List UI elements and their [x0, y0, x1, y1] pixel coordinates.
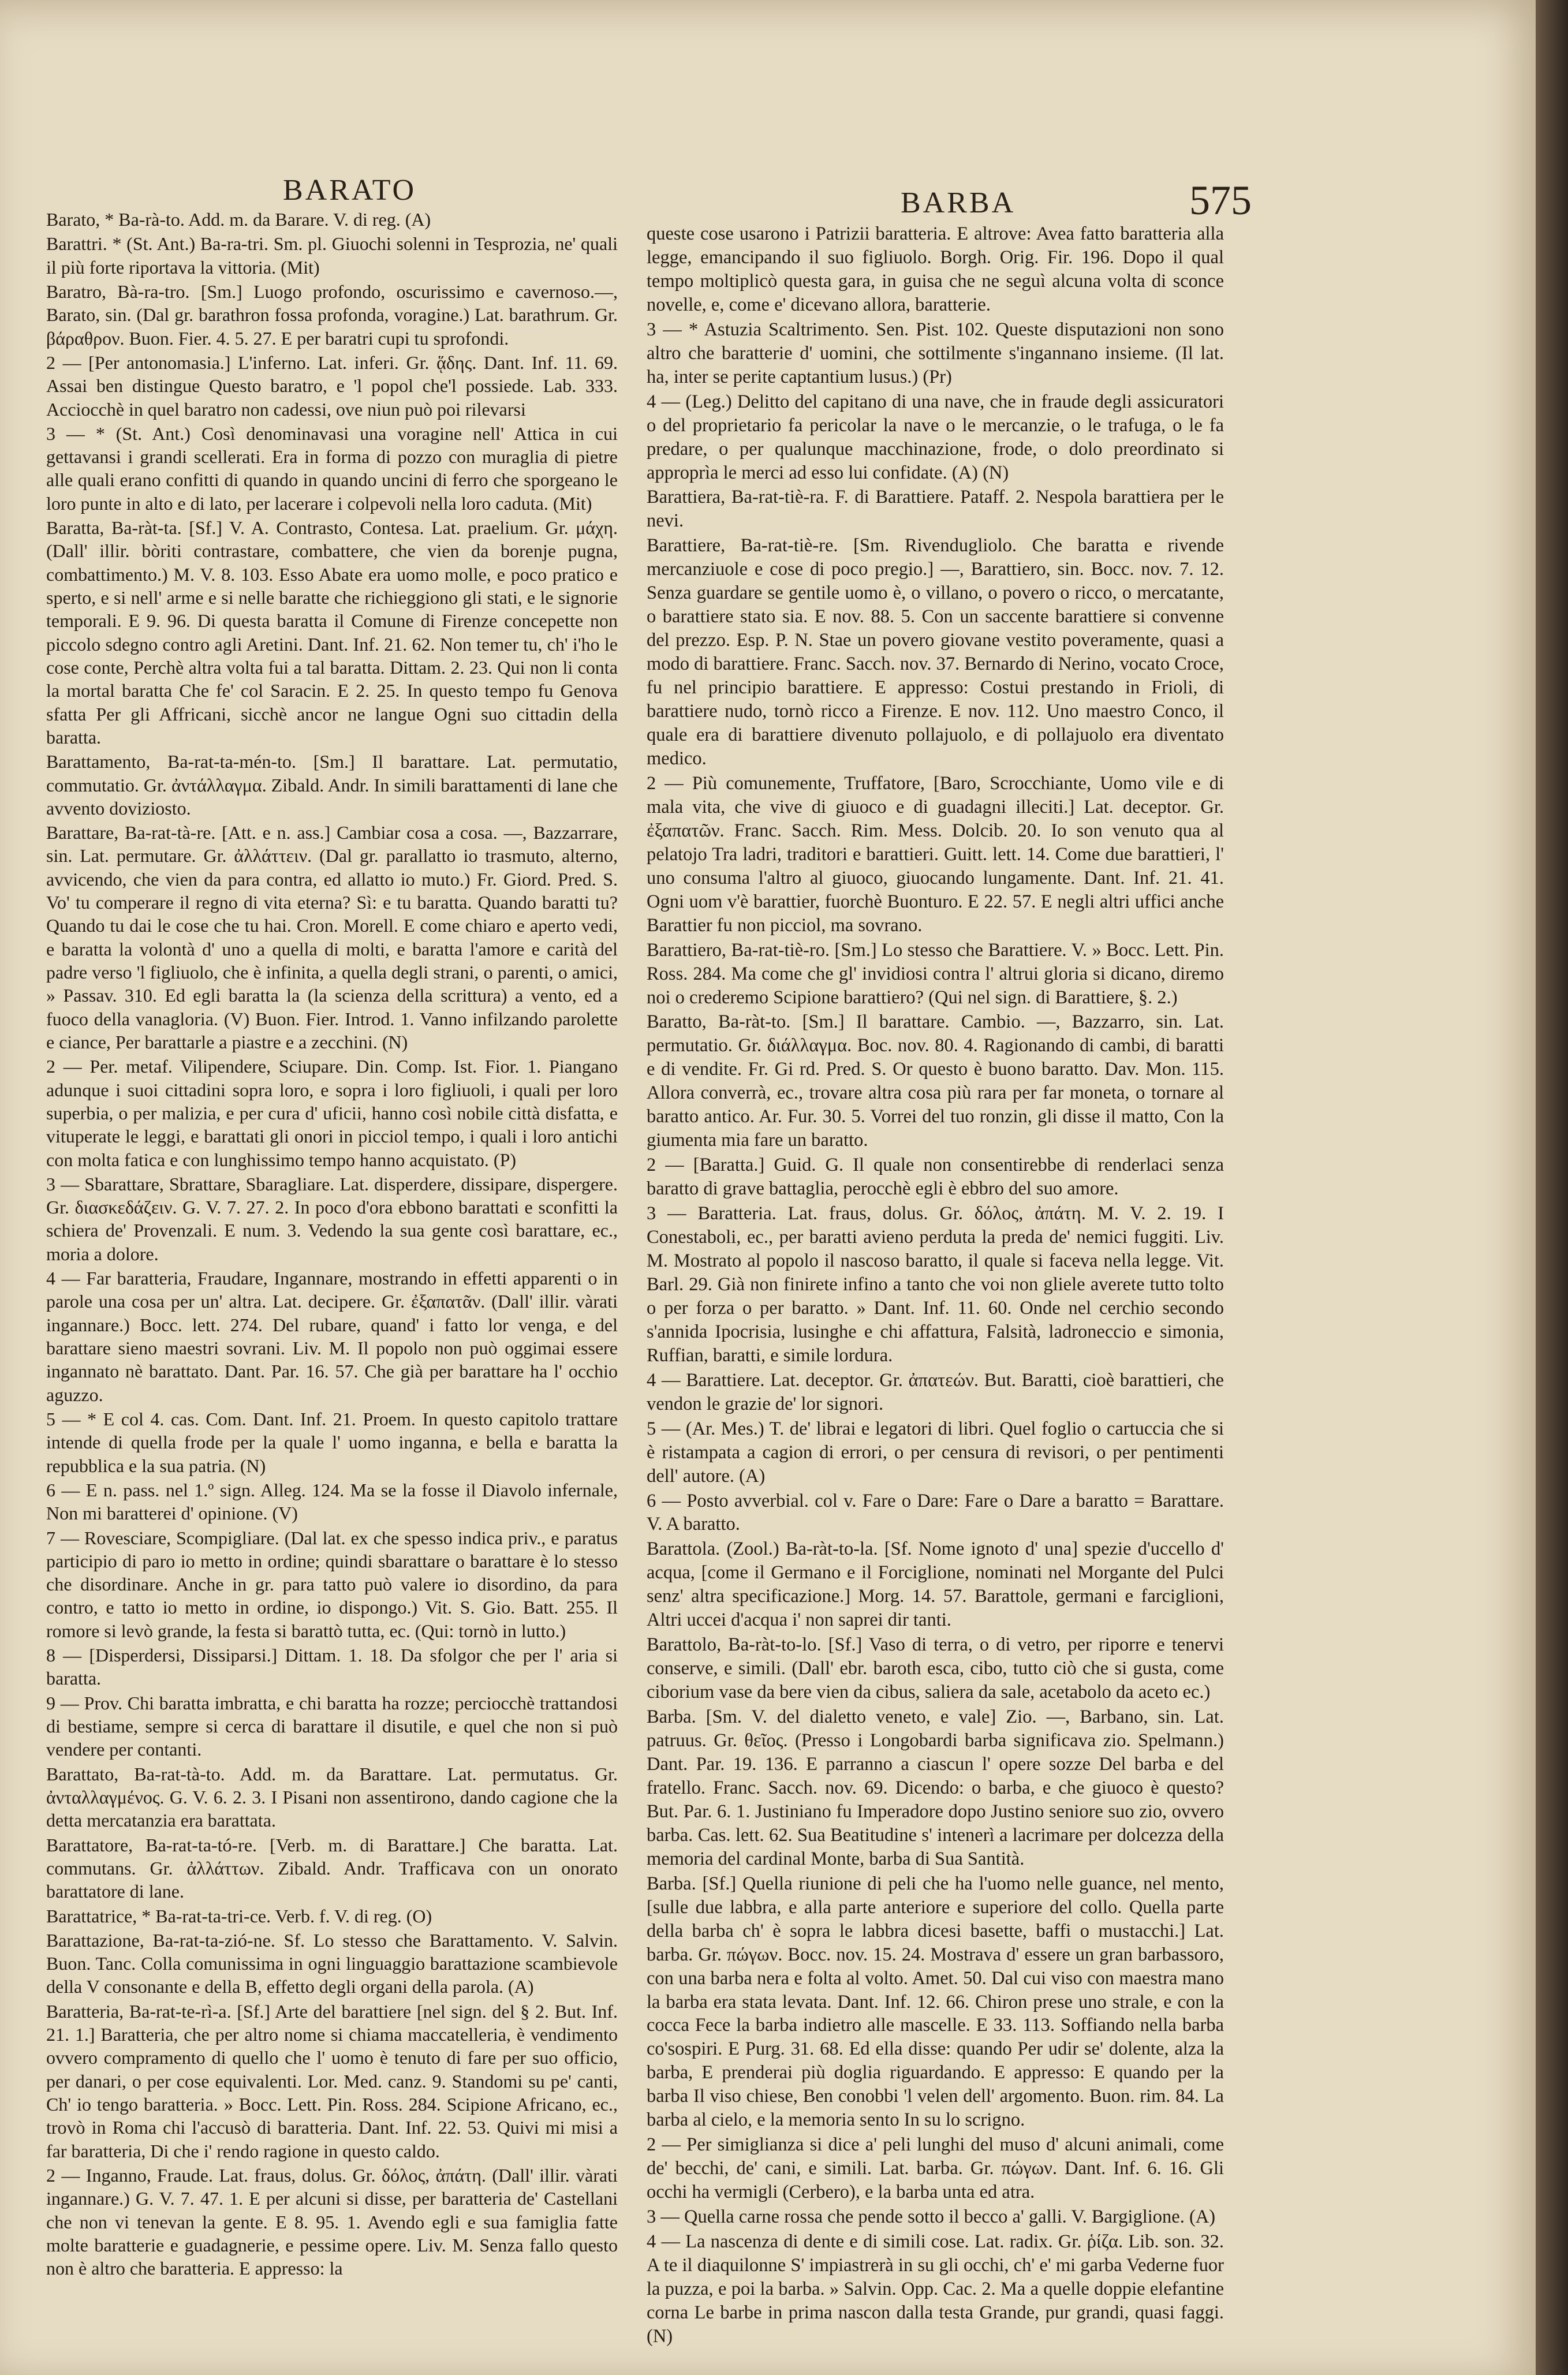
dictionary-entry: 3 — Sbarattare, Sbrattare, Sbaragliare. Lat. disperdere, dissipare, dispergere. Gr. διασκεδάζειν. G. V. 7. 27. 2. In poco d'ora ebbono barattati e sconfitti la schiera de' Provenzali. E num. 3. Vedendo la sua gente così barattare, ec., moria a dolore.: [46, 1173, 618, 1264]
dictionary-entry: 2 — [Baratta.] Guid. G. Il quale non consentirebbe di renderlaci senza baratto di grave battaglia, perocchè egli è ebbro del suo amore.: [647, 1155, 1224, 1200]
dictionary-entry: Barattola. (Zool.) Ba-ràt-to-la. [Sf. Nome ignoto d' una] spezie d'uccello d' acqua, [come il Germano e il Forciglione, nominati nel Morgante del Pulci senz' altra specificazione.] Morg. 14. 57. Barattole, germani e farciglioni, Altri uccei d'acqua i' non saprei dir tanti.: [647, 1538, 1224, 1631]
dictionary-entry: 8 — [Disperdersi, Dissiparsi.] Dittam. 1. 18. Da sfolgor che per l' aria si baratta.: [46, 1645, 618, 1689]
dictionary-entry: 3 — * Astuzia Scaltrimento. Sen. Pist. 102. Queste disputazioni non sono altro che baratterie d' uomini, che sottilmente s'ingannano insieme. (Il lat. ha, inter se perite captantium lusus.) (Pr): [647, 319, 1224, 387]
dictionary-entry: 2 — [Per antonomasia.] L'inferno. Lat. inferi. Gr. ᾅδης. Dant. Inf. 11. 69. Assai ben distingue Questo baratro, e 'l popol che'l possiede. Lab. 333. Acciocchè in quel baratro non cadessi, ove niun può poi rilevarsi: [46, 352, 618, 420]
dictionary-entry: 2 — Inganno, Fraude. Lat. fraus, dolus. Gr. δόλος, ἀπάτη. (Dall' illir. vàrati ingannare.) G. V. 7. 47. 1. E per alcuni si disse, per baratteria de' Castellani che non vi tenevan la gente. E 8. 95. 1. Avendo egli e sua famiglia fatte molte baratterie e guadagnerie, e pessime opere. Liv. M. Senza fallo questo non è altro che baratteria. E appresso: la: [46, 2164, 618, 2279]
dictionary-entry: 6 — Posto avverbial. col v. Fare o Dare: Fare o Dare a baratto = Barattare. V. A baratto.: [647, 1490, 1224, 1535]
dictionary-entry: 7 — Rovesciare, Scompigliare. (Dal lat. ex che spesso indica priv., e paratus participio di paro io metto in ordine; quindi sbarattare o barattare è lo stesso che disordinare. Anche in gr. para tatto può valere io disordino, da para contro, e tatto io metto in ordine, io dispongo.) Vit. S. Gio. Batt. 255. Il romore si levò grande, la festa si barattò tutta, ec. (Qui: tornò in lutto.): [46, 1527, 618, 1641]
dictionary-entry: Barattatrice, * Ba-rat-ta-tri-ce. Verb. f. V. di reg. (O): [46, 1905, 432, 1926]
book-page-edge: [1536, 0, 1568, 2375]
dictionary-entry: Barattazione, Ba-rat-ta-zió-ne. Sf. Lo stesso che Barattamento. V. Salvin. Buon. Tanc. Colla comunissima in ogni linguaggio barattazione scambievole della V consonante e della B, effetto degli organi della parola. (A): [46, 1929, 618, 1997]
dictionary-entry: Barattatore, Ba-rat-ta-tó-re. [Verb. m. di Barattare.] Che baratta. Lat. commutans. Gr. ἀλλάττων. Zibald. Andr. Trafficava con un onorato barattatore di lane.: [46, 1834, 618, 1902]
dictionary-entry: Barattiero, Ba-rat-tiè-ro. [Sm.] Lo stesso che Barattiere. V. » Bocc. Lett. Pin. Ross. 284. Ma come che gl' invidiosi contra l' altrui gloria si dicano, diremo noi o crederemo Scipione barattiero? (Qui nel sign. di Barattiere, §. 2.): [647, 939, 1224, 1008]
dictionary-entry: queste cose usarono i Patrizii baratteria. E altrove: Avea fatto baratteria alla legge, emancipando il suo figliuolo. Borgh. Orig. Fir. 196. Dopo il qual tempo moltiplicò questa gara, in guisa che ne seguì alcuna volta di sconce novelle, e, come e' dicevano allora, baratterie.: [647, 223, 1224, 315]
dictionary-entry: 4 — Barattiere. Lat. deceptor. Gr. ἀπατεών. But. Baratti, cioè barattieri, che vendon le grazie de' lor signori.: [647, 1369, 1224, 1414]
dictionary-entry: 2 — Più comunemente, Truffatore, [Baro, Scrocchiante, Uomo vile e di mala vita, che vive di giuoco e di guadagni illeciti.] Lat. deceptor. Gr. ἐξαπατῶν. Franc. Sacch. Rim. Mess. Dolcib. 20. Io son venuto qua al pelatojo Tra ladri, traditori e barattieri. Guitt. lett. 14. Come due barattieri, l' uno consuma l'altro al giuoco, giuocando lungamente. Dant. Inf. 21. 41. Ogni uom v'è barattier, fuorchè Buonturo. E 22. 57. E negli altri uffici anche Barattier fu non picciol, ma sovrano.: [647, 772, 1224, 936]
dictionary-entry: Barattare, Ba-rat-tà-re. [Att. e n. ass.] Cambiar cosa a cosa. —, Bazzarrare, sin. Lat. permutare. Gr. ἀλλάττειν. (Dal gr. parallatto io trasmuto, alterno, avvicendo, che vien da para contra, ed allatto io muto.) Fr. Giord. Pred. S. Vo' tu comperare il regno di vita eterna? Sì: e tu baratta. Quando baratti tu? Quando tu dai le cose che tu hai. Cron. Morell. E come chiaro e aperto vedi, e baratta la volontà d' uno a quella di molti, e baratta l'amore e carità del padre verso 'l figliuolo, che è infinita, a quella degli strani, o parenti, o amici, » Passav. 310. Ed egli baratta la (la scienza della scrittura) a vento, ed a fuoco della vanagloria. (V) Buon. Fier. Introd. 1. Vanno infilzando parolette e ciance, Per barattarle a piastre e a zecchini. (N): [46, 822, 618, 1052]
dictionary-entry: Barattamento, Ba-rat-ta-mén-to. [Sm.] Il barattare. Lat. permutatio, commutatio. Gr. ἀντάλλαγμα. Zibald. Andr. In simili barattamenti di lane che avvento doviziosto.: [46, 751, 618, 819]
dictionary-entry: 9 — Prov. Chi baratta imbratta, e chi baratta ha rozze; perciocchè trattandosi di bestiame, sempre si cerca di barattare il disutile, e quel che non si può vendere per contanti.: [46, 1692, 618, 1760]
dictionary-entry: Barattiere, Ba-rat-tiè-re. [Sm. Rivendugliolo. Che baratta e rivende mercanziuole e cose di poco pregio.] —, Barattiero, sin. Bocc. nov. 7. 12. Senza guardare se gentile uomo è, o villano, o povero o ricco, o mercatante, o barattiere stato sia. E nov. 88. 5. Con un saccente barattiere si convenne del prezzo. Esp. P. N. Stae un povero giovane vestito poveramente, quasi a modo di barattiere. Franc. Sacch. nov. 37. Bernardo di Nerino, vocato Croce, fu nel principio barattiere. E appresso: Costui prestando in Frioli, di barattiere nudo, tornò ricco a Firenze. E nov. 112. Uno maestro Conco, il quale era di barattiere divenuto pollajuolo, e di pollajuolo era diventato medico.: [647, 535, 1224, 769]
dictionary-entry: Baratro, Bà-ra-tro. [Sm.] Luogo profondo, oscurissimo e cavernoso.—, Barato, sin. (Dal gr. barathron fossa profonda, voragine.) Lat. barathrum. Gr. βάραθρον. Buon. Fier. 4. 5. 27. E per baratri cupi tu sprofondi.: [46, 281, 618, 349]
page-number: 575: [1189, 177, 1252, 223]
dictionary-entry: Barba. [Sf.] Quella riunione di peli che ha l'uomo nelle guance, nel mento, [sulle due labbra, e alla parte anteriore e superiore del collo. Quella parte della barba ch' è sopra le labbra dicesi basette, baffi o mustacchi.] Lat. barba. Gr. πώγων. Bocc. nov. 15. 24. Mostrava d' essere un gran barbassoro, con una barba nera e folta al volto. Amet. 50. Dal cui viso con maestra mano la barba era stata levata. Dant. Inf. 12. 66. Chiron prese uno strale, e con la cocca Fece la barba indietro alle mascelle. E 33. 113. Soffiando nella barba co'sospiri. E Purg. 31. 68. Ed ella disse: quando Per udir se' dolente, alza la barba, E prenderai più doglia riguardando. E appresso: E quando per la barba Il viso chiese, Ben conobbi 'l velen dell' argomento. Buon. rim. 84. La barba al cielo, e la memoria sento In su lo scrigno.: [647, 1873, 1224, 2131]
dictionary-entry: Baratteria, Ba-rat-te-rì-a. [Sf.] Arte del barattiere [nel sign. del § 2. But. Inf. 21. 1.] Baratteria, che per altro nome si chiama maccatelleria, è vendimento ovvero compramento di quello che l' uomo è tenuto di fare per suo officio, per danari, o per cose equivalenti. Lor. Med. canz. 9. Standomi su pe' canti, Ch' io tengo baratteria. » Bocc. Lett. Pin. Ross. 284. Scipione Africano, ec., trovò in Roma chi l'accusò di baratteria. Dant. Inf. 22. 53. Quivi mi misi a far baratteria, Di che i' rendo ragione in questo caldo.: [46, 2000, 618, 2161]
left-column: [46, 208, 618, 2280]
dictionary-entry: Barattri. * (St. Ant.) Ba-ra-tri. Sm. pl. Giuochi solenni in Tesprozia, ne' quali il più forte riportava la vittoria. (Mit): [46, 233, 618, 278]
dictionary-entry: Barato, * Ba-rà-to. Add. m. da Barare. V. di reg. (A): [46, 209, 431, 230]
dictionary-entry: 5 — * E col 4. cas. Com. Dant. Inf. 21. Proem. In questo capitolo trattare intende di quella frode per la quale l' uomo inganna, e bella e baratta la repubblica e la sua patria. (N): [46, 1408, 618, 1476]
dictionary-entry: 2 — Per simiglianza si dice a' peli lunghi del muso d' alcuni animali, come de' becchi, de' cani, e simili. Lat. barba. Gr. πώγων. Dant. Inf. 6. 16. Gli occhi ha vermigli (Cerbero), e la barba unta ed atra.: [647, 2134, 1224, 2203]
right-column: [647, 222, 1224, 2348]
dictionary-entry: Barba. [Sm. V. del dialetto veneto, e vale] Zio. —, Barbano, sin. Lat. patruus. Gr. θεῖος. (Presso i Longobardi barba significava zio. Spelmann.) Dant. Par. 19. 136. E parranno a ciascun l' opere sozze Del barba e del fratello. Franc. Sacch. nov. 69. Dicendo: o barba, e che giuoco è questo? But. Par. 6. 1. Justiniano fu Imperadore dopo Justino seniore suo zio, ovvero barba. Cas. lett. 62. Sua Beatitudine s' intenerì a lacrimare per dolcezza della memoria del cardinal Monte, barba di Sua Santità.: [647, 1706, 1224, 1869]
dictionary-entry: 5 — (Ar. Mes.) T. de' librai e legatori di libri. Quel foglio o cartuccia che si è ristampata a cagion di errori, o per censura di revisori, o per pentimenti dell' autore. (A): [647, 1418, 1224, 1487]
left-running-headword: BARATO: [283, 174, 417, 207]
dictionary-entry: Barattiera, Ba-rat-tiè-ra. F. di Barattiere. Pataff. 2. Nespola barattiera per le nevi.: [647, 487, 1224, 532]
dictionary-entry: 2 — Per. metaf. Vilipendere, Sciupare. Din. Comp. Ist. Fior. 1. Piangano adunque i suoi cittadini sopra loro, e sopra i loro figliuoli, i quali per loro superbia, o per malizia, e per cura d' uficii, hanno così nobile città disfatta, e vituperate le leggi, e barattati gli onori in picciol tempo, i quali i loro antichi con molta fatica e con lunghissimo tempo hanno acquistato. (P): [46, 1056, 618, 1170]
dictionary-entry: Barattolo, Ba-ràt-to-lo. [Sf.] Vaso di terra, o di vetro, per riporre e tenervi conserve, e simili. (Dall' ebr. baroth esca, cibo, tutto ciò che si gusta, come ciborium vase da bere vien da cibus, saliera da sale, acetabolo da aceto ec.): [647, 1634, 1224, 1703]
dictionary-entry: Barattato, Ba-rat-tà-to. Add. m. da Barattare. Lat. permutatus. Gr. ἀνταλλαγμένος. G. V. 6. 2. 3. I Pisani non assentirono, dando cagione che la detta mercatanzia era barattata.: [46, 1763, 618, 1831]
dictionary-entry: 6 — E n. pass. nel 1.º sign. Alleg. 124. Ma se la fosse il Diavolo infernale, Non mi baratterei d' opinione. (V): [46, 1479, 618, 1524]
dictionary-entry: Baratto, Ba-ràt-to. [Sm.] Il barattare. Cambio. —, Bazzarro, sin. Lat. permutatio. Gr. διάλλαγμα. Boc. nov. 80. 4. Ragionando di cambi, di baratti e di vendite. Fr. Gi rd. Pred. S. Or questo è buono baratto. Dav. Mon. 115. Allora converrà, ec., trovare altra cosa più rara per far moneta, o tornare al baratto antico. Ar. Fur. 30. 5. Vorrei del tuo ronzin, gli disse il matto, Con la giumenta mia fare un baratto.: [647, 1011, 1224, 1151]
dictionary-entry: 4 — (Leg.) Delitto del capitano di una nave, che in fraude degli assicuratori o del proprietario fa pericolar la nave o le mercanzie, o le trafuga, o le fa predare, o per qualunque macchinazione, frode, o dolo preordinato si approprìa le merci ad esso lui confidate. (A) (N): [647, 391, 1224, 483]
dictionary-entry: 3 — Baratteria. Lat. fraus, dolus. Gr. δόλος, ἀπάτη. M. V. 2. 19. I Conestaboli, ec., per baratti avieno perduta la preda de' nemici fuggiti. Liv. M. Mostrato al popolo il nascoso baratto, il quale si faceva nella legge. Vit. Barl. 29. Già non finirete infino a tanto che voi non gliele averete tutto tolto o per forza o per baratto. » Dant. Inf. 11. 60. Onde nel cerchio secondo s'annida Ipocrisia, lusinghe e chi affattura, Falsità, ladroneccio e simonia, Ruffian, baratti, e simile lordura.: [647, 1203, 1224, 1366]
dictionary-entry: 4 — Far baratteria, Fraudare, Ingannare, mostrando in effetti apparenti o in parole una cosa per un' altra. Lat. decipere. Gr. ἐξαπατᾶν. (Dall' illir. vàrati ingannare.) Bocc. lett. 274. Del rubare, quand' i fatto lor venga, e del barattare sieno maestri sovrani. Liv. M. Il popolo non può oggimai essere ingannato nè barattato. Dant. Par. 16. 57. Che già per barattare ha l' occhio aguzzo.: [46, 1268, 618, 1405]
dictionary-entry: 4 — La nascenza di dente e di simili cose. Lat. radix. Gr. ῥίζα. Lib. son. 32. A te il diaquilonne S' impiastrerà in su gli occhi, ch' e' mi garba Vederne fuor la puzza, e poi la barba. » Salvin. Opp. Cac. 2. Ma a quelle doppie elefantine corna Le barbe in prima nascon dalla testa Grande, pur grandi, quasi faggi. (N): [647, 2231, 1224, 2347]
right-running-headword: BARBA: [901, 186, 1016, 219]
dictionary-entry: 3 — * (St. Ant.) Così denominavasi una voragine nell' Attica in cui gettavansi i grandi scellerati. Era in forma di pozzo con muraglia di pietre alle quali erano confitti di quando in quando uncini di ferro che sporgeano le loro punte in alto e di lato, per lacerare i colpevoli nella loro caduta. (Mit): [46, 423, 618, 514]
dictionary-entry: 3 — Quella carne rossa che pende sotto il becco a' galli. V. Bargiglione. (A): [647, 2206, 1216, 2228]
dictionary-entry: Baratta, Ba-ràt-ta. [Sf.] V. A. Contrasto, Contesa. Lat. praelium. Gr. μάχη. (Dall' illir. bòriti contrastare, combattere, che vien da borenje pugna, combattimento.) M. V. 8. 103. Esso Abate era uomo molle, e poco pratico e sperto, e si nell' arme e si nelle baratte che richieggiono gli stati, e le signorie temporali. E 9. 96. Di questa baratta il Comune di Firenze concepette non piccolo sdegno contro agli Aretini. Dant. Inf. 21. 62. Non temer tu, ch' i'ho le cose conte, Perchè altra volta fui a tal baratta. Dittam. 2. 23. Qui non li conta la mortal baratta Che fe' col Saracin. E 2. 25. In questo tempo fu Genova sfatta Per gli Affricani, sicchè ancor ne langue Ogni suo cittadin della baratta.: [46, 517, 618, 748]
